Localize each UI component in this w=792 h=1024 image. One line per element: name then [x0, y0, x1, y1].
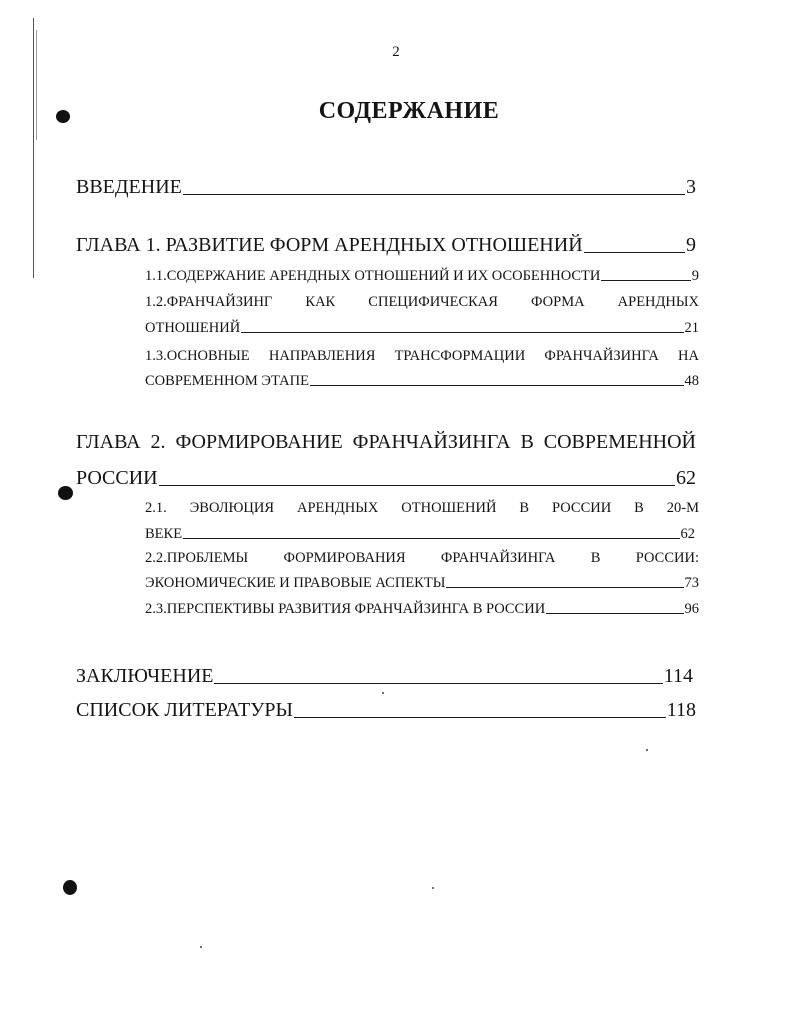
- toc-entry-label: ЗАКЛЮЧЕНИЕ: [76, 665, 214, 687]
- toc-entry-label: ГЛАВА 1. РАЗВИТИЕ ФОРМ АРЕНДНЫХ ОТНОШЕНИЙ: [76, 234, 583, 256]
- toc-page-number: 114: [663, 665, 693, 687]
- toc-leader-line: [310, 385, 684, 386]
- toc-entry-label: 2.2.ПРОБЛЕМЫ ФОРМИРОВАНИЯ ФРАНЧАЙЗИНГА В РОССИИ:: [145, 550, 699, 566]
- toc-leader-line: [601, 280, 690, 281]
- toc-entry-chapter-2[interactable]: [76, 431, 696, 454]
- scan-speck: [200, 946, 202, 948]
- toc-entry-section-1-3-cont[interactable]: [145, 373, 699, 390]
- toc-entry-label: ЭКОНОМИЧЕСКИЕ И ПРАВОВЫЕ АСПЕКТЫ: [145, 575, 446, 591]
- toc-leader-line: [183, 538, 679, 539]
- toc-entry-conclusion[interactable]: [76, 665, 693, 688]
- toc-page-number: 3: [686, 176, 696, 198]
- punch-hole-mark: [58, 486, 73, 500]
- toc-entry-section-2-3[interactable]: [145, 601, 699, 618]
- toc-entry-section-1-2[interactable]: [145, 294, 699, 311]
- toc-entry-bibliography[interactable]: [76, 699, 696, 722]
- toc-entry-label: 1.3.ОСНОВНЫЕ НАПРАВЛЕНИЯ ТРАНСФОРМАЦИИ ФРАНЧАЙЗИНГА НА: [145, 348, 699, 364]
- toc-entry-label: 1.2.ФРАНЧАЙЗИНГ КАК СПЕЦИФИЧЕСКАЯ ФОРМА АРЕНДНЫХ: [145, 294, 699, 310]
- toc-page-number: 9: [686, 234, 696, 256]
- toc-entry-section-1-3[interactable]: [145, 348, 699, 365]
- punch-hole-mark: [63, 880, 77, 895]
- toc-entry-section-2-2-cont[interactable]: [145, 575, 699, 592]
- toc-leader-line: [159, 485, 675, 486]
- toc-entry-chapter-2-cont[interactable]: [76, 467, 696, 490]
- toc-leader-line: [214, 683, 662, 684]
- scan-speck: [382, 692, 384, 694]
- toc-entry-section-2-2[interactable]: [145, 550, 699, 567]
- toc-entry-label: 2.1. ЭВОЛЮЦИЯ АРЕНДНЫХ ОТНОШЕНИЙ В РОССИИ В 20-М: [145, 500, 699, 516]
- toc-leader-line: [584, 252, 685, 253]
- toc-entry-section-2-1-cont[interactable]: [145, 526, 695, 543]
- toc-entry-label: РОССИИ: [76, 467, 158, 489]
- toc-page-number: 21: [684, 320, 699, 336]
- toc-leader-line: [446, 587, 683, 588]
- toc-entry-label: 2.3.ПЕРСПЕКТИВЫ РАЗВИТИЯ ФРАНЧАЙЗИНГА В РОССИИ: [145, 601, 546, 617]
- toc-leader-line: [183, 194, 685, 195]
- toc-entry-label: ОТНОШЕНИЙ: [145, 320, 241, 336]
- toc-entry-label: ВВЕДЕНИЕ: [76, 176, 182, 198]
- page-title: СОДЕРЖАНИЕ: [318, 98, 500, 124]
- toc-entry-intro[interactable]: [76, 176, 696, 199]
- toc-entry-label: СПИСОК ЛИТЕРАТУРЫ: [76, 699, 293, 721]
- toc-entry-section-1-2-cont[interactable]: [145, 320, 699, 337]
- toc-entry-label: ГЛАВА 2. ФОРМИРОВАНИЕ ФРАНЧАЙЗИНГА В СОВРЕМЕННОЙ: [76, 431, 696, 453]
- toc-entry-chapter-1[interactable]: [76, 234, 696, 257]
- page-number: 2: [392, 44, 400, 60]
- toc-page-number: 48: [684, 373, 699, 389]
- toc-leader-line: [546, 613, 683, 614]
- scan-speck: [646, 749, 648, 751]
- toc-entry-section-1-1[interactable]: [145, 268, 699, 285]
- toc-entry-label: ВЕКЕ: [145, 526, 183, 542]
- toc-page-number: 73: [684, 575, 699, 591]
- toc-leader-line: [294, 717, 666, 718]
- toc-page-number: 118: [666, 699, 696, 721]
- toc-entry-label: СОВРЕМЕННОМ ЭТАПЕ: [145, 373, 309, 389]
- toc-page-number: 96: [684, 601, 699, 617]
- toc-page-number: 9: [691, 268, 699, 284]
- toc-entry-section-2-1[interactable]: [145, 500, 699, 517]
- toc-leader-line: [241, 332, 683, 333]
- toc-page-number: 62: [676, 467, 696, 489]
- scan-speck: [432, 887, 434, 889]
- toc-entry-label: 1.1.СОДЕРЖАНИЕ АРЕНДНЫХ ОТНОШЕНИЙ И ИХ ОСОБЕННОСТИ: [145, 268, 601, 284]
- toc-page-number: 62: [680, 526, 695, 542]
